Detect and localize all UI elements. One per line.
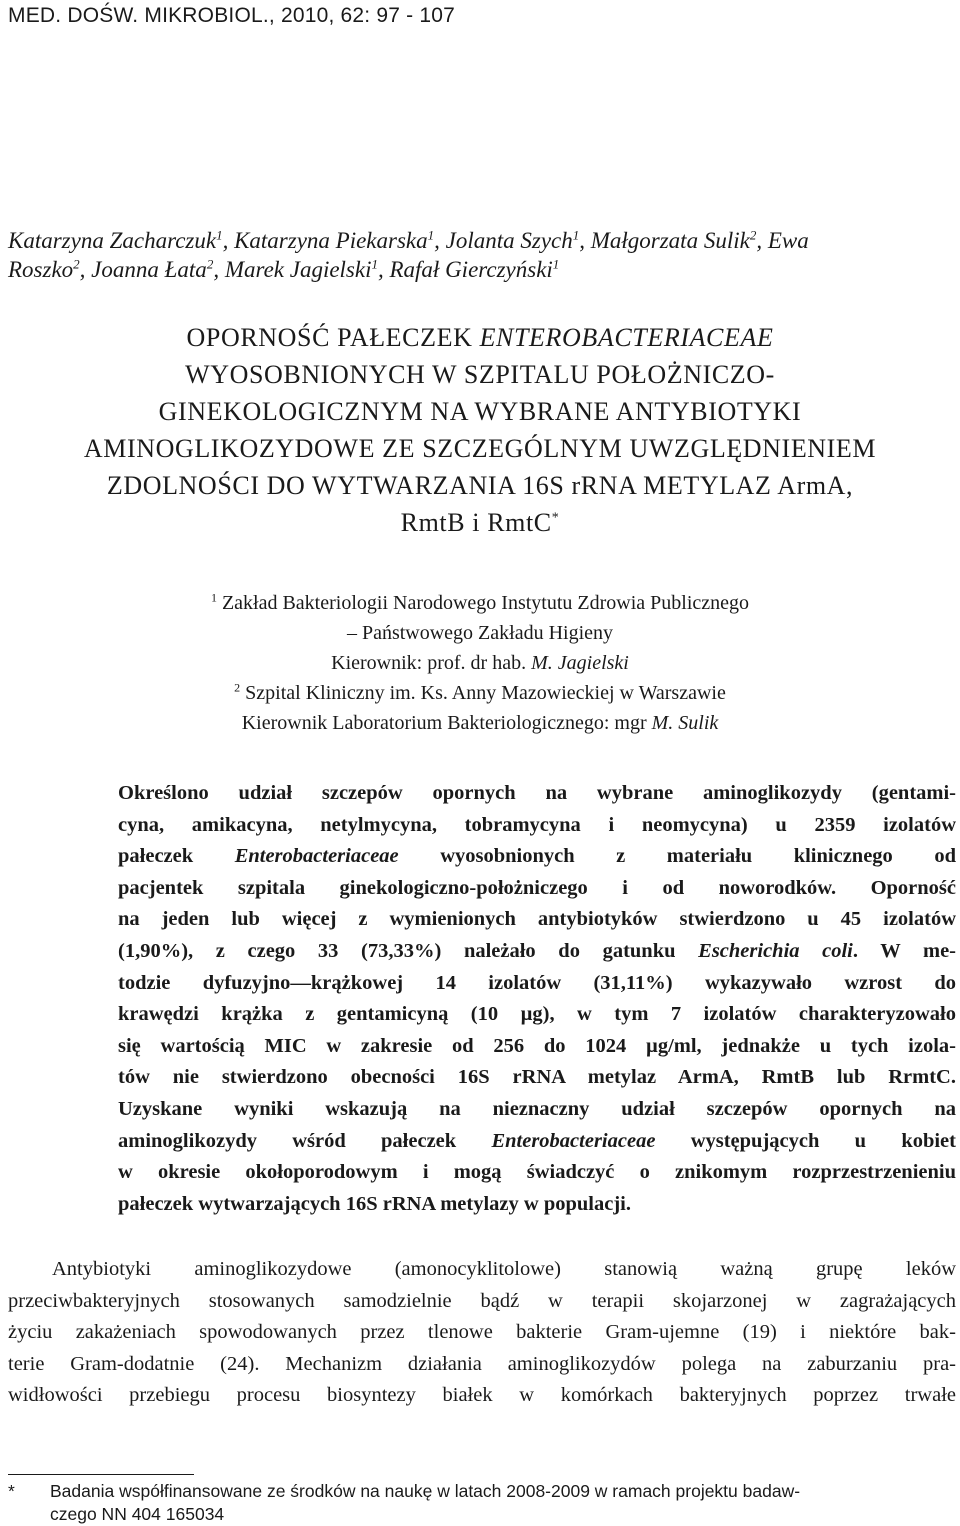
affiliation-2-head: Kierownik Laboratorium Bakteriologicznego: mgr M. Sulik [241,712,719,734]
author-name: Katarzyna Zacharczuk [8,228,217,253]
article-title [0,319,960,541]
abstract-line: pałeczek wytwarzających 16S rRNA metylazy w populacji. [118,1192,631,1215]
body-line: terie Gram-dodatnie (24). Mechanizm działania aminoglikozydów polega na zaburzaniu pra- [8,1352,956,1375]
author-name: Joanna Łata [91,257,207,282]
abstract-line: aminoglikozydy wśród pałeczek Enterobacteriaceae występujących u kobiet [118,1129,956,1152]
abstract-line: (1,90%), z czego 33 (73,33%) należało do gatunku Escherichia coli. W me- [118,939,957,962]
author-affiliation-mark: 2 [749,227,757,243]
author-affiliation-mark: 1 [427,227,435,243]
affiliations [0,588,960,738]
author-name: Ewa [767,228,809,253]
body-line: przeciwbakteryjnych stosowanych samodzielnie bądź w terapii skojarzonej w zagrażających [8,1289,956,1312]
footnote-text [50,1480,958,1526]
author-affiliation-mark: 1 [371,256,378,272]
author-affiliation-mark: 2 [206,256,214,272]
author-affiliation-mark: 1 [572,227,580,243]
abstract-line: na jeden lub więcej z wymienionych antybiotyków stwierdzono u 45 izolatów [118,908,956,931]
affiliation-1: $^1$ Zakład Bakteriologii Narodowego Instytutu Zdrowia Publicznego [210,590,750,614]
body-line: widłowości przebiegu procesu biosyntezy białek w komórkach bakteryjnych poprzez trwałe [8,1384,956,1407]
abstract [118,778,956,1220]
title-line-6: RmtB i RmtC* [400,508,560,537]
title-line-4: AMINOGLIKOZYDOWE ZE SZCZEGÓLNYM UWZGLĘDNIENIEM [83,434,877,463]
abstract-line: todzie dyfuzyjno—krążkowej 14 izolatów (31,11%) wykazywało wzrost do [118,971,956,994]
author-name: Marek Jagielski [224,257,372,282]
body-line: Antybiotyki aminoglikozydowe (amonocyklitolowe) stanowią ważną grupę leków [52,1258,956,1280]
author-name: Rafał Gierczyński [389,257,553,282]
abstract-line: pacjentek szpitala ginekologiczno-położniczego i od noworodków. Oporność [118,876,956,899]
abstract-line: krawędzi krążka z gentamicyną (10 µg), w tym 7 izolatów charakteryzowało [118,1003,956,1026]
affiliation-1-cont: – Państwowego Zakładu Higieny [346,622,614,644]
abstract-line: Uzyskane wyniki wskazują na nieznaczny udział szczepów opornych na [118,1097,956,1120]
body-text [8,1254,956,1412]
funding-footnote-mark: * [551,510,560,526]
author-name: Jolanta Szych [445,228,573,253]
author-name: Małgorzata Sulik [590,228,750,253]
title-line-3: GINEKOLOGICZNYM NA WYBRANE ANTYBIOTYKI [158,397,802,426]
author-name: Katarzyna Piekarska [234,228,428,253]
author-line-1: Katarzyna Zacharczuk$^1$, Katarzyna Piekarska$^1$, Jolanta Szych$^1$, Małgorzata Sulik$^2$, Ewa [8,227,809,253]
author-list [8,226,953,284]
affiliation-1-head: Kierownik: prof. dr hab. M. Jagielski [331,652,629,674]
footnote-line: Badania współfinansowane ze środków na naukę w latach 2008-2009 w ramach projektu badaw- [50,1481,801,1501]
footnote-mark: * [8,1481,15,1501]
abstract-line: się wartością MIC w zakresie od 256 do 1024 µg/ml, jednakże u tych izola- [118,1034,956,1057]
footnote-line: czego NN 404 165034 [50,1504,225,1524]
title-line-5: ZDOLNOŚCI DO WYTWARZANIA 16S rRNA METYLAZ ArmA, [106,471,854,500]
author-line-2: Roszko$^2$, Joanna Łata$^2$, Marek Jagielski$^1$, Rafał Gierczyński$^1$ [8,256,560,282]
abstract-line: Określono udział szczepów opornych na wybrane aminoglikozydy (gentami- [118,782,956,804]
abstract-line: w okresie okołoporodowym i mogą świadczyć o znikomym rozprzestrzenieniu [118,1161,956,1184]
author-name: Roszko [8,257,74,282]
footnote-rule [8,1474,194,1475]
abstract-line: tów nie stwierdzono obecności 16S rRNA metylaz ArmA, RmtB lub RrmtC. [118,1066,956,1089]
journal-header: MED. DOŚW. MIKROBIOL., 2010, 62: 97 - 107 [8,4,456,27]
title-line-1: OPORNOŚĆ PAŁECZEK ENTEROBACTERIACEAE [186,323,774,352]
author-affiliation-mark: 1 [216,227,223,243]
affiliation-2: $^2$ Szpital Kliniczny im. Ks. Anny Mazowieckiej w Warszawie [234,680,726,704]
body-line: życiu zakażeniach spowodowanych przez tlenowe bakterie Gram-ujemne (19) i niektóre bak- [8,1321,956,1344]
abstract-line: pałeczek Enterobacteriaceae wyosobnionych z materiału klinicznego od [118,845,956,868]
author-affiliation-mark: 1 [552,256,560,272]
abstract-line: cyna, amikacyna, netylmycyna, tobramycyna i neomycyna) u 2359 izolatów [118,813,956,836]
title-line-2: WYOSOBNIONYCH W SZPITALU POŁOŻNICZO- [185,360,775,389]
author-affiliation-mark: 2 [73,256,80,272]
